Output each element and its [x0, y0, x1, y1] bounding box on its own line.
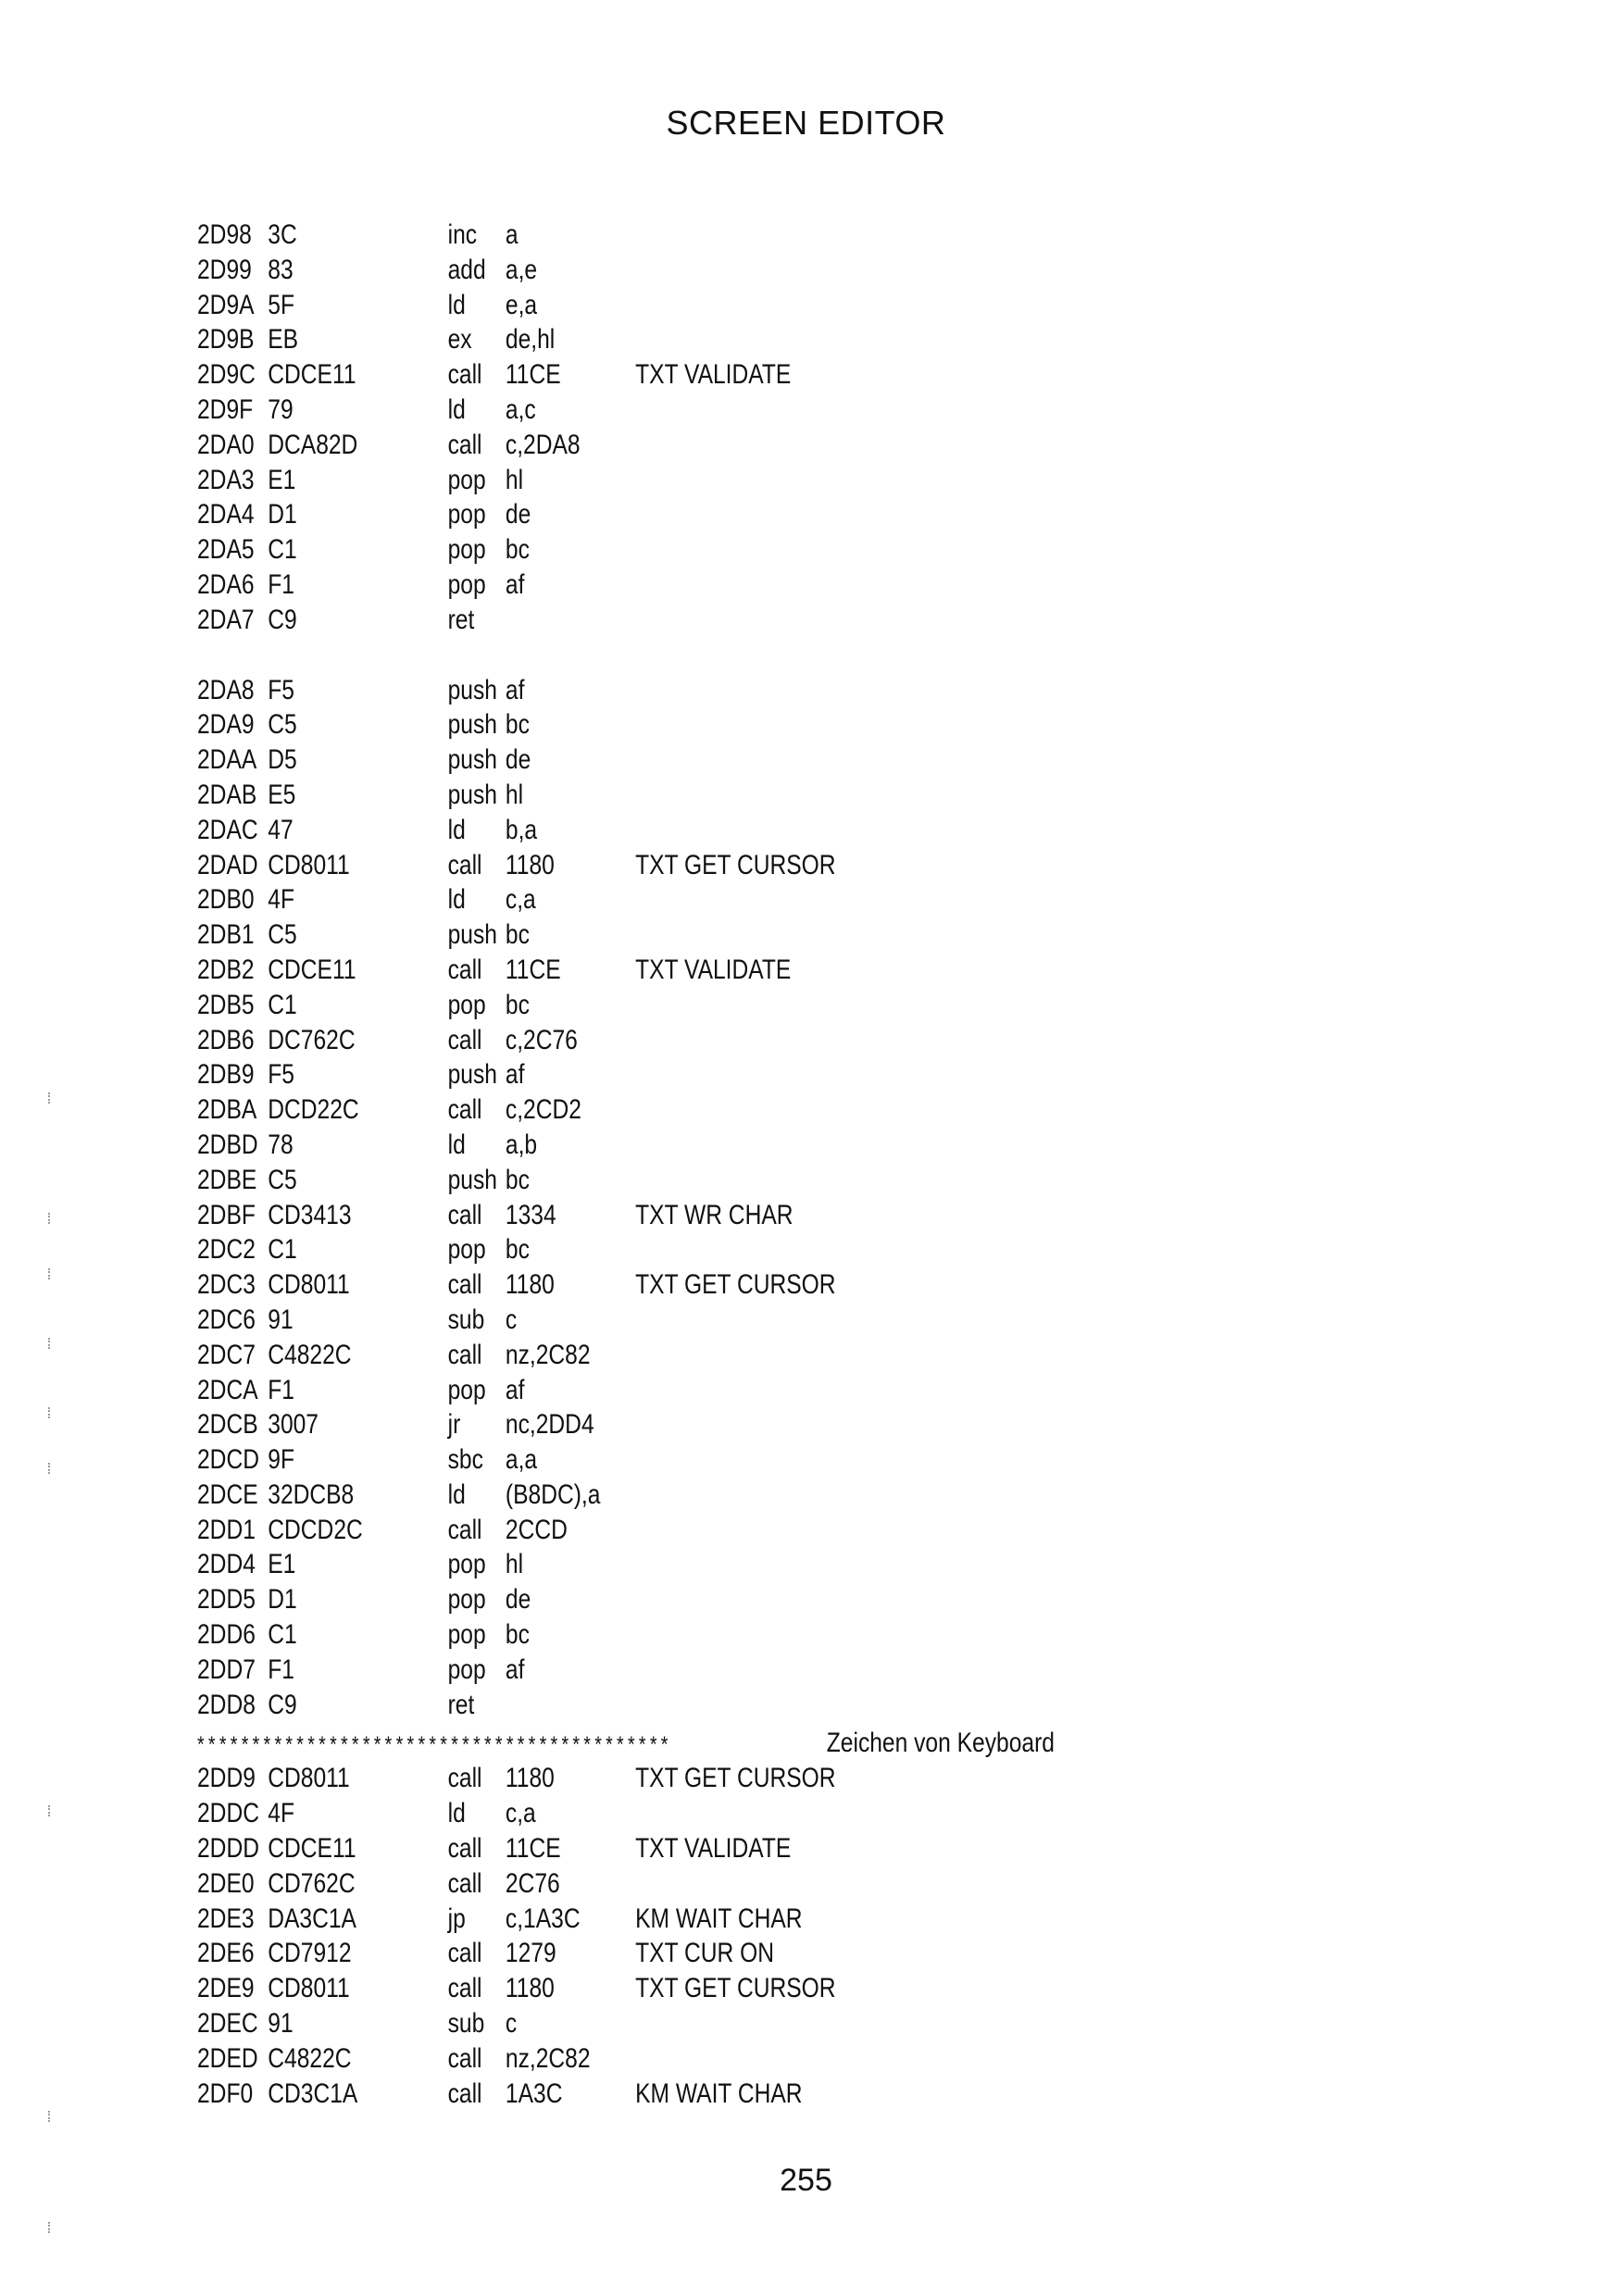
- address-cell: 2DC7: [197, 1339, 256, 1370]
- mnemonic-cell: pop: [447, 499, 486, 530]
- mnemonic-cell: call: [447, 1938, 482, 1969]
- mnemonic-cell: call: [447, 429, 482, 460]
- operand-cell: nz,2C82: [505, 1339, 591, 1370]
- hex-cell: F5: [268, 674, 294, 705]
- listing-row: [197, 1338, 1260, 1373]
- mnemonic-cell: ld: [447, 393, 466, 425]
- listing-row: [197, 1582, 1260, 1617]
- operand-cell: bc: [505, 1619, 530, 1651]
- mnemonic-cell: call: [447, 1973, 482, 2004]
- address-cell: 2DE0: [197, 1867, 255, 1899]
- listing-row: [197, 1688, 1260, 1723]
- hex-cell: 4F: [268, 884, 294, 916]
- operand-cell: af: [505, 1374, 525, 1405]
- mnemonic-cell: ld: [447, 814, 466, 845]
- address-cell: 2D9F: [197, 393, 254, 425]
- address-cell: 2DAA: [197, 744, 257, 776]
- operand-cell: 1180: [505, 1973, 555, 2004]
- hex-cell: C1: [268, 534, 297, 566]
- comment-cell: KM WAIT CHAR: [635, 1903, 803, 1934]
- operand-cell: b,a: [505, 814, 538, 845]
- hex-cell: DC762C: [268, 1024, 356, 1055]
- hex-cell: D5: [268, 744, 297, 776]
- listing-row: [197, 1831, 1260, 1866]
- operand-cell: de,hl: [505, 324, 556, 356]
- mnemonic-cell: push: [447, 1059, 497, 1091]
- operand-cell: (B8DC),a: [505, 1479, 601, 1510]
- hex-cell: F5: [268, 1059, 294, 1091]
- address-cell: 2DD8: [197, 1689, 256, 1720]
- mnemonic-cell: call: [447, 1199, 482, 1230]
- operand-cell: af: [505, 568, 525, 600]
- operand-cell: 2C76: [505, 1867, 560, 1899]
- hex-cell: 4F: [268, 1798, 294, 1829]
- address-cell: 2DB6: [197, 1024, 255, 1055]
- mnemonic-cell: pop: [447, 1374, 486, 1405]
- operand-cell: a,b: [505, 1129, 538, 1160]
- address-cell: 2DA8: [197, 674, 255, 705]
- listing-row: [197, 1971, 1260, 2006]
- operand-cell: 1A3C: [505, 2078, 563, 2109]
- mnemonic-cell: call: [447, 1514, 482, 1545]
- listing-row: [197, 497, 1260, 532]
- hex-cell: CD8011: [268, 1973, 350, 2004]
- operand-cell: c,a: [505, 1798, 536, 1829]
- address-cell: 2DB5: [197, 989, 255, 1020]
- address-cell: 2DD5: [197, 1584, 256, 1616]
- mnemonic-cell: ex: [447, 324, 472, 356]
- address-cell: 2DA5: [197, 534, 255, 566]
- comment-cell: TXT VALIDATE: [635, 1833, 792, 1865]
- listing-row: [197, 707, 1260, 742]
- hex-cell: E1: [268, 464, 296, 495]
- mnemonic-cell: call: [447, 1833, 482, 1865]
- operand-cell: hl: [505, 779, 524, 810]
- listing-row: [197, 1267, 1260, 1303]
- listing-row: [197, 568, 1260, 603]
- hex-cell: D1: [268, 1584, 297, 1616]
- mnemonic-cell: call: [447, 1024, 482, 1055]
- section-separator: [197, 1726, 1260, 1761]
- mnemonic-cell: sub: [447, 1304, 485, 1335]
- listing-row: [197, 1617, 1260, 1653]
- listing-row: [197, 532, 1260, 568]
- listing-row: [197, 2041, 1260, 2077]
- mnemonic-cell: push: [447, 1164, 497, 1195]
- address-cell: 2DA7: [197, 604, 255, 635]
- operand-cell: af: [505, 1059, 525, 1091]
- listing-row: [197, 1796, 1260, 1831]
- listing-row: [197, 1478, 1260, 1513]
- operand-cell: a,c: [505, 393, 536, 425]
- listing-row: [197, 813, 1260, 848]
- hex-cell: 9F: [268, 1444, 294, 1476]
- operand-cell: bc: [505, 534, 530, 566]
- hex-cell: C4822C: [268, 2042, 352, 2074]
- address-cell: 2D99: [197, 254, 252, 285]
- hex-cell: CDCD2C: [268, 1514, 363, 1545]
- listing-row: [197, 1198, 1260, 1233]
- address-cell: 2DD4: [197, 1549, 256, 1580]
- listing-row: [197, 1373, 1260, 1408]
- operand-cell: de: [505, 499, 531, 530]
- address-cell: 2DE3: [197, 1903, 255, 1934]
- hex-cell: 3007: [268, 1409, 319, 1441]
- address-cell: 2D9B: [197, 324, 255, 356]
- mnemonic-cell: sub: [447, 2008, 485, 2040]
- hex-cell: 47: [268, 814, 294, 845]
- hex-cell: C4822C: [268, 1339, 352, 1370]
- address-cell: 2DA6: [197, 568, 255, 600]
- mnemonic-cell: push: [447, 709, 497, 741]
- operand-cell: c: [505, 1304, 518, 1335]
- address-cell: 2DBD: [197, 1129, 258, 1160]
- mnemonic-cell: ld: [447, 1798, 466, 1829]
- hex-cell: 3C: [268, 219, 297, 250]
- mnemonic-cell: pop: [447, 1619, 486, 1651]
- listing-row: [197, 1513, 1260, 1548]
- hex-cell: D1: [268, 499, 297, 530]
- hex-cell: F1: [268, 1374, 294, 1405]
- address-cell: 2DA3: [197, 464, 255, 495]
- mnemonic-cell: pop: [447, 1584, 486, 1616]
- operand-cell: a,e: [505, 254, 538, 285]
- operand-cell: c,2CD2: [505, 1094, 581, 1126]
- operand-cell: bc: [505, 919, 530, 951]
- comment-cell: TXT WR CHAR: [635, 1199, 794, 1230]
- listing-row: [197, 428, 1260, 463]
- hex-cell: DCA82D: [268, 429, 358, 460]
- comment-cell: TXT VALIDATE: [635, 359, 792, 391]
- hex-cell: C1: [268, 1234, 297, 1266]
- comment-cell: TXT GET CURSOR: [635, 1973, 836, 2004]
- comment-cell: TXT GET CURSOR: [635, 1269, 836, 1301]
- operand-cell: c,a: [505, 884, 536, 916]
- listing-row: [197, 742, 1260, 778]
- operand-cell: nc,2DD4: [505, 1409, 594, 1441]
- listing-row: [197, 778, 1260, 813]
- operand-cell: 11CE: [505, 359, 561, 391]
- mnemonic-cell: jr: [447, 1409, 461, 1441]
- mnemonic-cell: ld: [447, 884, 466, 916]
- hex-cell: 79: [268, 393, 294, 425]
- listing-row: [197, 1902, 1260, 1937]
- listing-row: [197, 322, 1260, 357]
- address-cell: 2DAD: [197, 849, 258, 880]
- listing-row: [197, 1128, 1260, 1163]
- listing-row: [197, 1407, 1260, 1442]
- address-cell: 2D9A: [197, 289, 255, 320]
- address-cell: 2DE9: [197, 1973, 255, 2004]
- mnemonic-cell: push: [447, 744, 497, 776]
- hex-cell: 83: [268, 254, 294, 285]
- page-title: SCREEN EDITOR: [666, 104, 946, 142]
- operand-cell: bc: [505, 1164, 530, 1195]
- address-cell: 2DC3: [197, 1269, 256, 1301]
- hex-cell: C5: [268, 1164, 297, 1195]
- listing-row: [197, 1936, 1260, 1971]
- hex-cell: DCD22C: [268, 1094, 359, 1126]
- address-cell: 2DAC: [197, 814, 258, 845]
- hex-cell: 5F: [268, 289, 294, 320]
- mnemonic-cell: call: [447, 359, 482, 391]
- assembly-listing: [197, 218, 1260, 2111]
- listing-row: [197, 1866, 1260, 1902]
- address-cell: 2DD7: [197, 1653, 256, 1685]
- mnemonic-cell: pop: [447, 464, 486, 495]
- listing-row: [197, 1653, 1260, 1688]
- hex-cell: C9: [268, 604, 297, 635]
- address-cell: 2DCE: [197, 1479, 258, 1510]
- mnemonic-cell: call: [447, 849, 482, 880]
- mnemonic-cell: call: [447, 954, 482, 985]
- listing-row: [197, 218, 1260, 253]
- hex-cell: CDCE11: [268, 359, 356, 391]
- hex-cell: E1: [268, 1549, 296, 1580]
- section-label: Zeichen von Keyboard: [826, 1728, 1055, 1759]
- operand-cell: c: [505, 2008, 518, 2040]
- mnemonic-cell: ld: [447, 1479, 466, 1510]
- mnemonic-cell: pop: [447, 1549, 486, 1580]
- mnemonic-cell: pop: [447, 568, 486, 600]
- listing-block-1: [197, 218, 1260, 638]
- address-cell: 2DDC: [197, 1798, 259, 1829]
- hex-cell: 91: [268, 1304, 294, 1335]
- mnemonic-cell: call: [447, 1094, 482, 1126]
- comment-cell: TXT GET CURSOR: [635, 849, 836, 880]
- mnemonic-cell: sbc: [447, 1444, 483, 1476]
- operand-cell: bc: [505, 1234, 530, 1266]
- operand-cell: 1279: [505, 1938, 556, 1969]
- operand-cell: hl: [505, 1549, 524, 1580]
- operand-cell: de: [505, 1584, 531, 1616]
- address-cell: 2DBF: [197, 1199, 256, 1230]
- address-cell: 2DC2: [197, 1234, 256, 1266]
- address-cell: 2DBA: [197, 1094, 257, 1126]
- operand-cell: 1180: [505, 1269, 555, 1301]
- hex-cell: CD7912: [268, 1938, 352, 1969]
- listing-row: [197, 1057, 1260, 1092]
- address-cell: 2D9C: [197, 359, 256, 391]
- hex-cell: C9: [268, 1689, 297, 1720]
- listing-row: [197, 917, 1260, 953]
- address-cell: 2DCB: [197, 1409, 258, 1441]
- operand-cell: 11CE: [505, 954, 561, 985]
- operand-cell: af: [505, 1653, 525, 1685]
- hex-cell: F1: [268, 568, 294, 600]
- listing-row: [197, 603, 1260, 638]
- hex-cell: E5: [268, 779, 296, 810]
- mnemonic-cell: ld: [447, 1129, 466, 1160]
- mnemonic-cell: ret: [447, 1689, 475, 1720]
- hex-cell: C1: [268, 989, 297, 1020]
- address-cell: 2DA4: [197, 499, 255, 530]
- hex-cell: CDCE11: [268, 1833, 356, 1865]
- operand-cell: hl: [505, 464, 524, 495]
- listing-row: [197, 288, 1260, 323]
- hex-cell: C1: [268, 1619, 297, 1651]
- listing-row: [197, 1442, 1260, 1478]
- listing-row: [197, 673, 1260, 708]
- listing-row: [197, 1023, 1260, 1058]
- operand-cell: c,2C76: [505, 1024, 578, 1055]
- operand-cell: 2CCD: [505, 1514, 568, 1545]
- hex-cell: DA3C1A: [268, 1903, 356, 1934]
- hex-cell: CD3C1A: [268, 2078, 358, 2109]
- separator-stars: *******************************************: [197, 1732, 672, 1758]
- operand-cell: bc: [505, 989, 530, 1020]
- listing-block-3: [197, 1761, 1260, 2111]
- mnemonic-cell: call: [447, 1339, 482, 1370]
- address-cell: 2DCD: [197, 1444, 259, 1476]
- address-cell: 2DB9: [197, 1059, 255, 1091]
- listing-row: [197, 1232, 1260, 1267]
- address-cell: 2DB0: [197, 884, 255, 916]
- operand-cell: c,1A3C: [505, 1903, 581, 1934]
- hex-cell: CD762C: [268, 1867, 356, 1899]
- hex-cell: CD8011: [268, 849, 350, 880]
- listing-row: [197, 357, 1260, 393]
- mnemonic-cell: push: [447, 779, 497, 810]
- address-cell: 2DD6: [197, 1619, 256, 1651]
- mnemonic-cell: pop: [447, 1653, 486, 1685]
- listing-row: [197, 1163, 1260, 1198]
- address-cell: 2DB1: [197, 919, 255, 951]
- listing-row: [197, 2077, 1260, 2112]
- operand-cell: 1180: [505, 849, 555, 880]
- address-cell: 2DA0: [197, 429, 255, 460]
- mnemonic-cell: pop: [447, 534, 486, 566]
- comment-cell: KM WAIT CHAR: [635, 2078, 803, 2109]
- mnemonic-cell: pop: [447, 989, 486, 1020]
- address-cell: 2DBE: [197, 1164, 257, 1195]
- address-cell: 2DEC: [197, 2008, 258, 2040]
- mnemonic-cell: push: [447, 674, 497, 705]
- address-cell: 2DCA: [197, 1374, 258, 1405]
- hex-cell: CDCE11: [268, 954, 356, 985]
- operand-cell: e,a: [505, 289, 538, 320]
- listing-row: [197, 882, 1260, 917]
- operand-cell: a,a: [505, 1444, 538, 1476]
- operand-cell: 1334: [505, 1199, 556, 1230]
- mnemonic-cell: call: [447, 2078, 482, 2109]
- operand-cell: c,2DA8: [505, 429, 581, 460]
- listing-row: [197, 953, 1260, 988]
- hex-cell: C5: [268, 709, 297, 741]
- listing-row: [197, 1761, 1260, 1796]
- address-cell: 2DB2: [197, 954, 255, 985]
- listing-row: [197, 848, 1260, 883]
- operand-cell: de: [505, 744, 531, 776]
- listing-row: [197, 1547, 1260, 1582]
- scan-margin-marks: [48, 1092, 52, 2296]
- mnemonic-cell: pop: [447, 1234, 486, 1266]
- comment-cell: TXT VALIDATE: [635, 954, 792, 985]
- hex-cell: C5: [268, 919, 297, 951]
- address-cell: 2DA9: [197, 709, 255, 741]
- address-cell: 2D98: [197, 219, 252, 250]
- mnemonic-cell: call: [447, 1763, 482, 1794]
- address-cell: 2DDD: [197, 1833, 259, 1865]
- hex-cell: 91: [268, 2008, 294, 2040]
- address-cell: 2DC6: [197, 1304, 256, 1335]
- address-cell: 2DED: [197, 2042, 258, 2074]
- mnemonic-cell: push: [447, 919, 497, 951]
- mnemonic-cell: add: [447, 254, 486, 285]
- address-cell: 2DD1: [197, 1514, 256, 1545]
- address-cell: 2DE6: [197, 1938, 255, 1969]
- hex-cell: CD8011: [268, 1763, 350, 1794]
- hex-cell: 32DCB8: [268, 1479, 355, 1510]
- address-cell: 2DF0: [197, 2078, 254, 2109]
- page-number: 255: [780, 2163, 832, 2198]
- comment-cell: TXT CUR ON: [635, 1938, 775, 1969]
- mnemonic-cell: call: [447, 1867, 482, 1899]
- listing-row: [197, 1092, 1260, 1128]
- listing-row: [197, 253, 1260, 288]
- mnemonic-cell: inc: [447, 219, 478, 250]
- operand-cell: af: [505, 674, 525, 705]
- hex-cell: F1: [268, 1653, 294, 1685]
- listing-row: [197, 2006, 1260, 2041]
- listing-row: [197, 1303, 1260, 1338]
- mnemonic-cell: jp: [447, 1903, 466, 1934]
- hex-cell: EB: [268, 324, 299, 356]
- listing-row: [197, 463, 1260, 498]
- operand-cell: bc: [505, 709, 530, 741]
- mnemonic-cell: ret: [447, 604, 475, 635]
- address-cell: 2DD9: [197, 1763, 256, 1794]
- hex-cell: CD8011: [268, 1269, 350, 1301]
- listing-row: [197, 393, 1260, 428]
- operand-cell: nz,2C82: [505, 2042, 591, 2074]
- address-cell: 2DAB: [197, 779, 257, 810]
- operand-cell: a: [505, 219, 519, 250]
- comment-cell: TXT GET CURSOR: [635, 1763, 836, 1794]
- operand-cell: 11CE: [505, 1833, 561, 1865]
- mnemonic-cell: call: [447, 1269, 482, 1301]
- mnemonic-cell: ld: [447, 289, 466, 320]
- hex-cell: CD3413: [268, 1199, 352, 1230]
- listing-block-2: [197, 673, 1260, 1723]
- operand-cell: 1180: [505, 1763, 555, 1794]
- hex-cell: 78: [268, 1129, 294, 1160]
- listing-row: [197, 988, 1260, 1023]
- mnemonic-cell: call: [447, 2042, 482, 2074]
